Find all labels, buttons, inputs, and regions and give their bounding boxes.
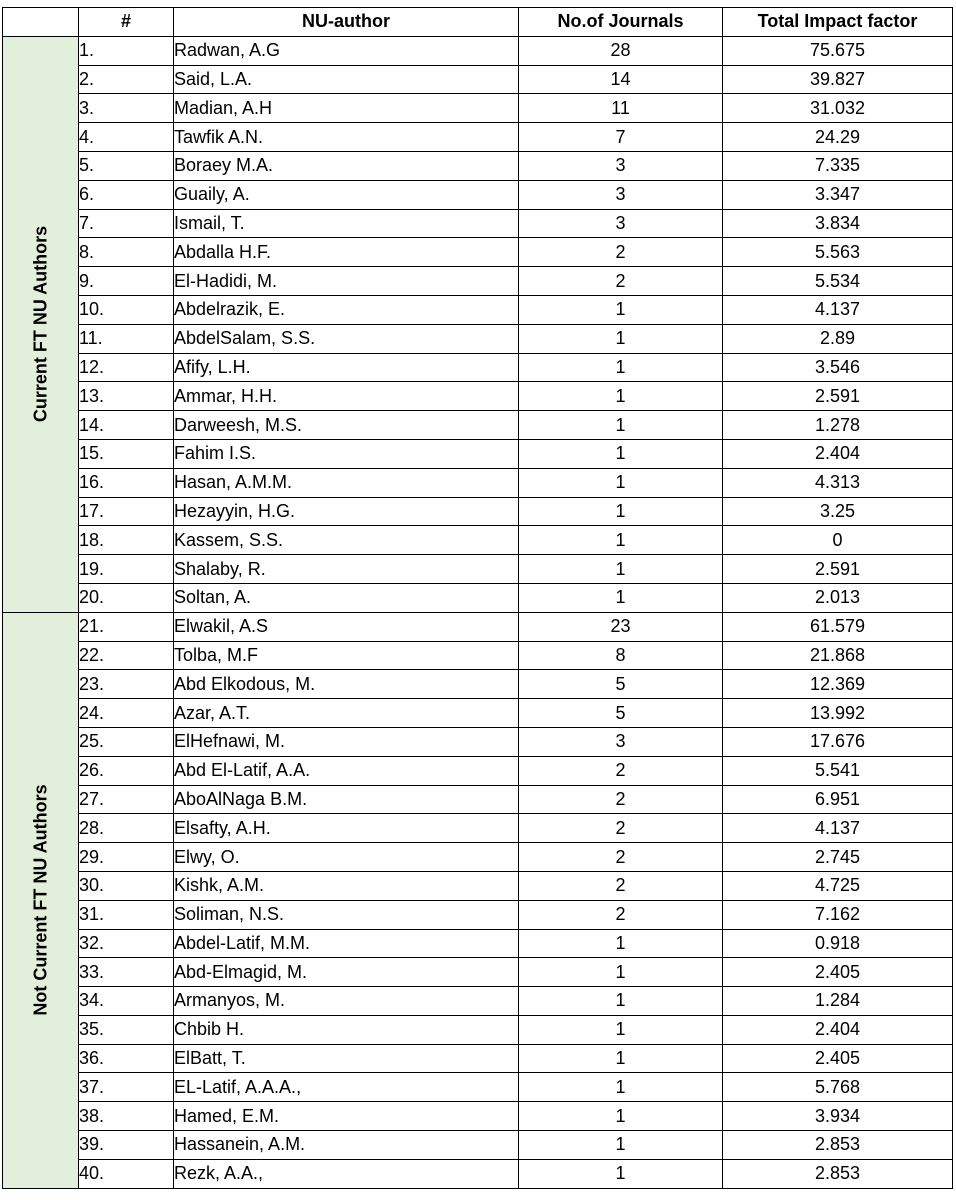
- table-row: [3, 756, 953, 785]
- journal-count: 3: [519, 727, 723, 756]
- table-row: [3, 324, 953, 353]
- impact-factor: 2.404: [723, 439, 953, 468]
- impact-factor: 31.032: [723, 94, 953, 123]
- table-row: [3, 900, 953, 929]
- authors-table: [2, 7, 953, 1189]
- author-name: Kishk, A.M.: [174, 871, 519, 900]
- author-name: Abd Elkodous, M.: [174, 670, 519, 699]
- impact-factor: 4.137: [723, 814, 953, 843]
- author-name: Abd El-Latif, A.A.: [174, 756, 519, 785]
- author-name: Boraey M.A.: [174, 151, 519, 180]
- impact-factor: 1.278: [723, 411, 953, 440]
- author-name: Said, L.A.: [174, 65, 519, 94]
- impact-factor: 39.827: [723, 65, 953, 94]
- journal-count: 1: [519, 958, 723, 987]
- table-row: [3, 871, 953, 900]
- impact-factor: 5.541: [723, 756, 953, 785]
- row-index: 25.: [79, 727, 174, 756]
- author-name: Elsafty, A.H.: [174, 814, 519, 843]
- journal-count: 23: [519, 612, 723, 641]
- author-name: Armanyos, M.: [174, 987, 519, 1016]
- row-index: 8.: [79, 238, 174, 267]
- journal-count: 28: [519, 36, 723, 65]
- table-row: [3, 843, 953, 872]
- journal-count: 1: [519, 1102, 723, 1131]
- row-index: 13.: [79, 382, 174, 411]
- table-row: [3, 785, 953, 814]
- journal-count: 7: [519, 123, 723, 152]
- journal-count: 1: [519, 555, 723, 584]
- table-row: [3, 382, 953, 411]
- journal-count: 3: [519, 209, 723, 238]
- impact-factor: 4.313: [723, 468, 953, 497]
- group-label: Current FT NU Authors: [30, 226, 50, 423]
- author-name: Soltan, A.: [174, 583, 519, 612]
- journal-count: 3: [519, 180, 723, 209]
- journal-count: 2: [519, 814, 723, 843]
- group-cell: [3, 612, 79, 1188]
- row-index: 4.: [79, 123, 174, 152]
- table-row: [3, 987, 953, 1016]
- journal-count: 1: [519, 411, 723, 440]
- journal-count: 2: [519, 756, 723, 785]
- header-journals: No.of Journals: [519, 8, 723, 37]
- row-index: 21.: [79, 612, 174, 641]
- impact-factor: 3.834: [723, 209, 953, 238]
- row-index: 37.: [79, 1073, 174, 1102]
- table-row: [3, 641, 953, 670]
- impact-factor: 75.675: [723, 36, 953, 65]
- author-name: Chbib H.: [174, 1015, 519, 1044]
- row-index: 36.: [79, 1044, 174, 1073]
- row-index: 9.: [79, 267, 174, 296]
- journal-count: 5: [519, 699, 723, 728]
- row-index: 18.: [79, 526, 174, 555]
- author-name: AboAlNaga B.M.: [174, 785, 519, 814]
- table-row: [3, 65, 953, 94]
- journal-count: 2: [519, 900, 723, 929]
- author-name: Tawfik A.N.: [174, 123, 519, 152]
- impact-factor: 0: [723, 526, 953, 555]
- group-label: Not Current FT NU Authors: [30, 784, 50, 1016]
- author-name: Hamed, E.M.: [174, 1102, 519, 1131]
- impact-factor: 12.369: [723, 670, 953, 699]
- header-group: [3, 8, 79, 37]
- impact-factor: 3.546: [723, 353, 953, 382]
- header-author: NU-author: [174, 8, 519, 37]
- impact-factor: 6.951: [723, 785, 953, 814]
- impact-factor: 2.013: [723, 583, 953, 612]
- author-name: Tolba, M.F: [174, 641, 519, 670]
- row-index: 2.: [79, 65, 174, 94]
- table-row: [3, 526, 953, 555]
- row-index: 19.: [79, 555, 174, 584]
- table-row: [3, 814, 953, 843]
- author-name: Fahim I.S.: [174, 439, 519, 468]
- author-name: Abdalla H.F.: [174, 238, 519, 267]
- author-name: Elwakil, A.S: [174, 612, 519, 641]
- journal-count: 2: [519, 785, 723, 814]
- journal-count: 8: [519, 641, 723, 670]
- journal-count: 1: [519, 497, 723, 526]
- row-index: 15.: [79, 439, 174, 468]
- impact-factor: 21.868: [723, 641, 953, 670]
- impact-factor: 2.591: [723, 382, 953, 411]
- journal-count: 2: [519, 238, 723, 267]
- author-name: El-Hadidi, M.: [174, 267, 519, 296]
- impact-factor: 2.404: [723, 1015, 953, 1044]
- impact-factor: 2.591: [723, 555, 953, 584]
- row-index: 34.: [79, 987, 174, 1016]
- row-index: 1.: [79, 36, 174, 65]
- table-row: [3, 151, 953, 180]
- row-index: 5.: [79, 151, 174, 180]
- table-row: [3, 958, 953, 987]
- table-row: [3, 439, 953, 468]
- row-index: 24.: [79, 699, 174, 728]
- journal-count: 3: [519, 151, 723, 180]
- table-row: [3, 180, 953, 209]
- table-row: [3, 1159, 953, 1188]
- journal-count: 11: [519, 94, 723, 123]
- table-row: [3, 1131, 953, 1160]
- row-index: 39.: [79, 1131, 174, 1160]
- author-name: Hezayyin, H.G.: [174, 497, 519, 526]
- table-row: [3, 209, 953, 238]
- impact-factor: 0.918: [723, 929, 953, 958]
- row-index: 3.: [79, 94, 174, 123]
- journal-count: 1: [519, 324, 723, 353]
- impact-factor: 4.137: [723, 295, 953, 324]
- table-row: [3, 670, 953, 699]
- author-name: AbdelSalam, S.S.: [174, 324, 519, 353]
- row-index: 12.: [79, 353, 174, 382]
- impact-factor: 13.992: [723, 699, 953, 728]
- author-name: ElBatt, T.: [174, 1044, 519, 1073]
- author-name: Azar, A.T.: [174, 699, 519, 728]
- table-row: [3, 94, 953, 123]
- author-name: Ammar, H.H.: [174, 382, 519, 411]
- author-name: Abdelrazik, E.: [174, 295, 519, 324]
- table-row: [3, 583, 953, 612]
- table-row: [3, 1044, 953, 1073]
- table-row: [3, 295, 953, 324]
- journal-count: 1: [519, 439, 723, 468]
- impact-factor: 2.405: [723, 1044, 953, 1073]
- impact-factor: 1.284: [723, 987, 953, 1016]
- row-index: 11.: [79, 324, 174, 353]
- author-name: ElHefnawi, M.: [174, 727, 519, 756]
- journal-count: 2: [519, 871, 723, 900]
- journal-count: 1: [519, 987, 723, 1016]
- row-index: 10.: [79, 295, 174, 324]
- table-row: [3, 411, 953, 440]
- author-name: Ismail, T.: [174, 209, 519, 238]
- impact-factor: 2.853: [723, 1131, 953, 1160]
- impact-factor: 5.563: [723, 238, 953, 267]
- journal-count: 1: [519, 1159, 723, 1188]
- author-name: Soliman, N.S.: [174, 900, 519, 929]
- table-row: [3, 1015, 953, 1044]
- header-row: [3, 8, 953, 37]
- row-index: 7.: [79, 209, 174, 238]
- impact-factor: 2.853: [723, 1159, 953, 1188]
- impact-factor: 4.725: [723, 871, 953, 900]
- table-row: [3, 468, 953, 497]
- author-name: EL-Latif, A.A.A.,: [174, 1073, 519, 1102]
- impact-factor: 24.29: [723, 123, 953, 152]
- impact-factor: 17.676: [723, 727, 953, 756]
- impact-factor: 3.347: [723, 180, 953, 209]
- table-row: [3, 497, 953, 526]
- table-row: [3, 727, 953, 756]
- impact-factor: 3.934: [723, 1102, 953, 1131]
- journal-count: 5: [519, 670, 723, 699]
- table-row: [3, 612, 953, 641]
- row-index: 22.: [79, 641, 174, 670]
- author-name: Rezk, A.A.,: [174, 1159, 519, 1188]
- journal-count: 1: [519, 353, 723, 382]
- journal-count: 2: [519, 267, 723, 296]
- row-index: 6.: [79, 180, 174, 209]
- author-name: Abdel-Latif, M.M.: [174, 929, 519, 958]
- author-name: Kassem, S.S.: [174, 526, 519, 555]
- journal-count: 1: [519, 468, 723, 497]
- impact-factor: 2.89: [723, 324, 953, 353]
- journal-count: 1: [519, 1073, 723, 1102]
- header-index: #: [79, 8, 174, 37]
- journal-count: 2: [519, 843, 723, 872]
- row-index: 16.: [79, 468, 174, 497]
- journal-count: 1: [519, 1044, 723, 1073]
- row-index: 35.: [79, 1015, 174, 1044]
- journal-count: 1: [519, 295, 723, 324]
- header-impact: Total Impact factor: [723, 8, 953, 37]
- journal-count: 1: [519, 929, 723, 958]
- author-name: Abd-Elmagid, M.: [174, 958, 519, 987]
- impact-factor: 7.162: [723, 900, 953, 929]
- impact-factor: 7.335: [723, 151, 953, 180]
- row-index: 30.: [79, 871, 174, 900]
- journal-count: 1: [519, 1131, 723, 1160]
- row-index: 23.: [79, 670, 174, 699]
- row-index: 28.: [79, 814, 174, 843]
- impact-factor: 2.745: [723, 843, 953, 872]
- table-row: [3, 123, 953, 152]
- author-name: Radwan, A.G: [174, 36, 519, 65]
- impact-factor: 2.405: [723, 958, 953, 987]
- journal-count: 1: [519, 583, 723, 612]
- row-index: 17.: [79, 497, 174, 526]
- group-cell: [3, 36, 79, 612]
- author-name: Afify, L.H.: [174, 353, 519, 382]
- row-index: 14.: [79, 411, 174, 440]
- table-body: [3, 36, 953, 1188]
- row-index: 31.: [79, 900, 174, 929]
- table-row: [3, 238, 953, 267]
- table-row: [3, 36, 953, 65]
- row-index: 32.: [79, 929, 174, 958]
- table-row: [3, 555, 953, 584]
- row-index: 27.: [79, 785, 174, 814]
- journal-count: 1: [519, 1015, 723, 1044]
- row-index: 38.: [79, 1102, 174, 1131]
- journal-count: 14: [519, 65, 723, 94]
- row-index: 40.: [79, 1159, 174, 1188]
- table-row: [3, 353, 953, 382]
- table-row: [3, 1073, 953, 1102]
- author-name: Elwy, O.: [174, 843, 519, 872]
- impact-factor: 61.579: [723, 612, 953, 641]
- impact-factor: 3.25: [723, 497, 953, 526]
- author-name: Guaily, A.: [174, 180, 519, 209]
- impact-factor: 5.534: [723, 267, 953, 296]
- author-name: Madian, A.H: [174, 94, 519, 123]
- table-row: [3, 267, 953, 296]
- author-name: Darweesh, M.S.: [174, 411, 519, 440]
- author-name: Shalaby, R.: [174, 555, 519, 584]
- row-index: 29.: [79, 843, 174, 872]
- table-row: [3, 1102, 953, 1131]
- journal-count: 1: [519, 382, 723, 411]
- table-row: [3, 929, 953, 958]
- row-index: 20.: [79, 583, 174, 612]
- journal-count: 1: [519, 526, 723, 555]
- author-name: Hasan, A.M.M.: [174, 468, 519, 497]
- table-row: [3, 699, 953, 728]
- row-index: 33.: [79, 958, 174, 987]
- row-index: 26.: [79, 756, 174, 785]
- impact-factor: 5.768: [723, 1073, 953, 1102]
- author-name: Hassanein, A.M.: [174, 1131, 519, 1160]
